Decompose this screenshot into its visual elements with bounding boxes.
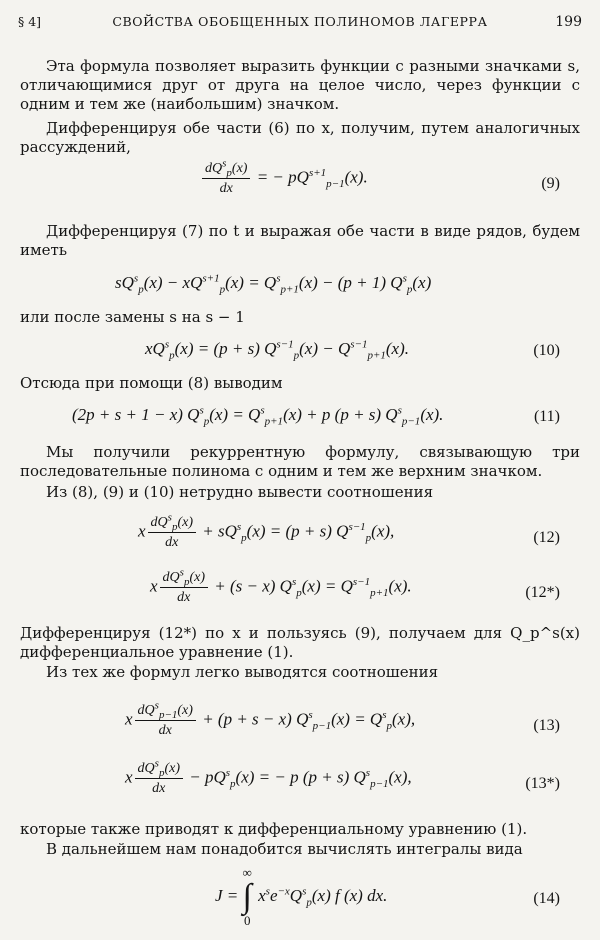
paragraph-6: Мы получили рекуррентную формулу, связывающую три последовательные полинома с одним и тем же верхним значком. [20,443,580,480]
equation-number: (12*) [525,584,560,601]
section-mark: § 4] [18,14,42,29]
equation-number: (12) [533,529,560,546]
paragraph-8: Дифференцируя (12*) по x и пользуясь (9), получаем для Q_p^s(x) дифференциальное уравнение (1). [20,624,580,661]
equation-9: $\frac{dQ^s_p(x)}{dx}$ = − $pQ^{s+1}_{p-1}(x)$. (9) [20,160,580,204]
equation-13-star: x $\frac{dQ^s_p(x)}{dx}$ − $pQ^s_p(x)$ = − p (p + s) $Q^s_{p-1}(x)$, (13*) [125,757,560,796]
paragraph-5: Отсюда при помощи (8) выводим [20,374,283,392]
equation-12: x $\frac{dQ^s_p(x)}{dx}$ + $sQ^s_p(x) = (p + s)$ $Q^{s-1}_p(x)$, (12) [138,511,560,550]
equation-number: (9) [541,175,560,192]
running-header [18,14,582,34]
paragraph-10: которые также приводят к дифференциальному уравнению (1). [20,820,528,838]
equation-number: (13*) [525,775,560,792]
paragraph-2: Дифференцируя обе части (6) по x, получим, путем аналогичных рассуждений, [20,119,580,156]
paragraph-4: или после замены s на s − 1 [20,308,245,326]
equation-number: (10) [533,342,560,359]
paragraph-7: Из (8), (9) и (10) нетрудно вывести соотношения [46,483,434,501]
equation-13: x $\frac{dQ^s_{p-1}(x)}{dx}$ + (p + s − x) $Q^s_{p-1}(x) = Q^s_p(x)$, (13) [125,699,560,738]
equation-12-star: x $\frac{dQ^s_p(x)}{dx}$ + (s − x) $Q^s_p(x) = Q^{s-1}_{p+1}(x)$. (12*) [150,566,560,605]
paragraph-11: В дальнейшем нам понадобится вычислять интегралы вида [46,840,523,858]
paragraph-1: Эта формула позволяет выразить функции с разными значками s, отличающимися друг от друга на целое число, через функции с одним и тем же (наибольшим) значком. [20,57,580,113]
equation-number: (14) [533,890,560,907]
paragraph-3: Дифференцируя (7) по t и выражая обе части в виде рядов, будем иметь [20,222,580,259]
equation-14: J = ∞ ∫ 0 $x^se^{-x}Q^s_p(x)$ f (x) dx. (14) [215,865,560,928]
page-number: 199 [555,14,582,30]
paragraph-9: Из тех же формул легко выводятся соотношения [46,663,439,681]
equation-10: $xQ^s_p(x) = (p + s) Q^{s-1}_p(x) - Q^{s-1}_{p+1}(x)$. (10) [145,338,560,362]
equation-number: (11) [533,408,560,425]
running-title: СВОЙСТВА ОБОБЩЕННЫХ ПОЛИНОМОВ ЛАГЕРРА [112,14,488,29]
equation-series: $sQ^s_p(x) - xQ^{s+1}_p(x) = Q^s_{p+1}(x) - (p + 1)$ $Q^s_p(x)$ [115,272,432,296]
equation-number: (13) [533,717,560,734]
equation-11: (2p + s + 1 − x) $Q^s_p(x) = Q^s_{p+1}(x) + p$ (p + s) $Q^s_{p-1}(x)$. (11) [72,404,560,428]
